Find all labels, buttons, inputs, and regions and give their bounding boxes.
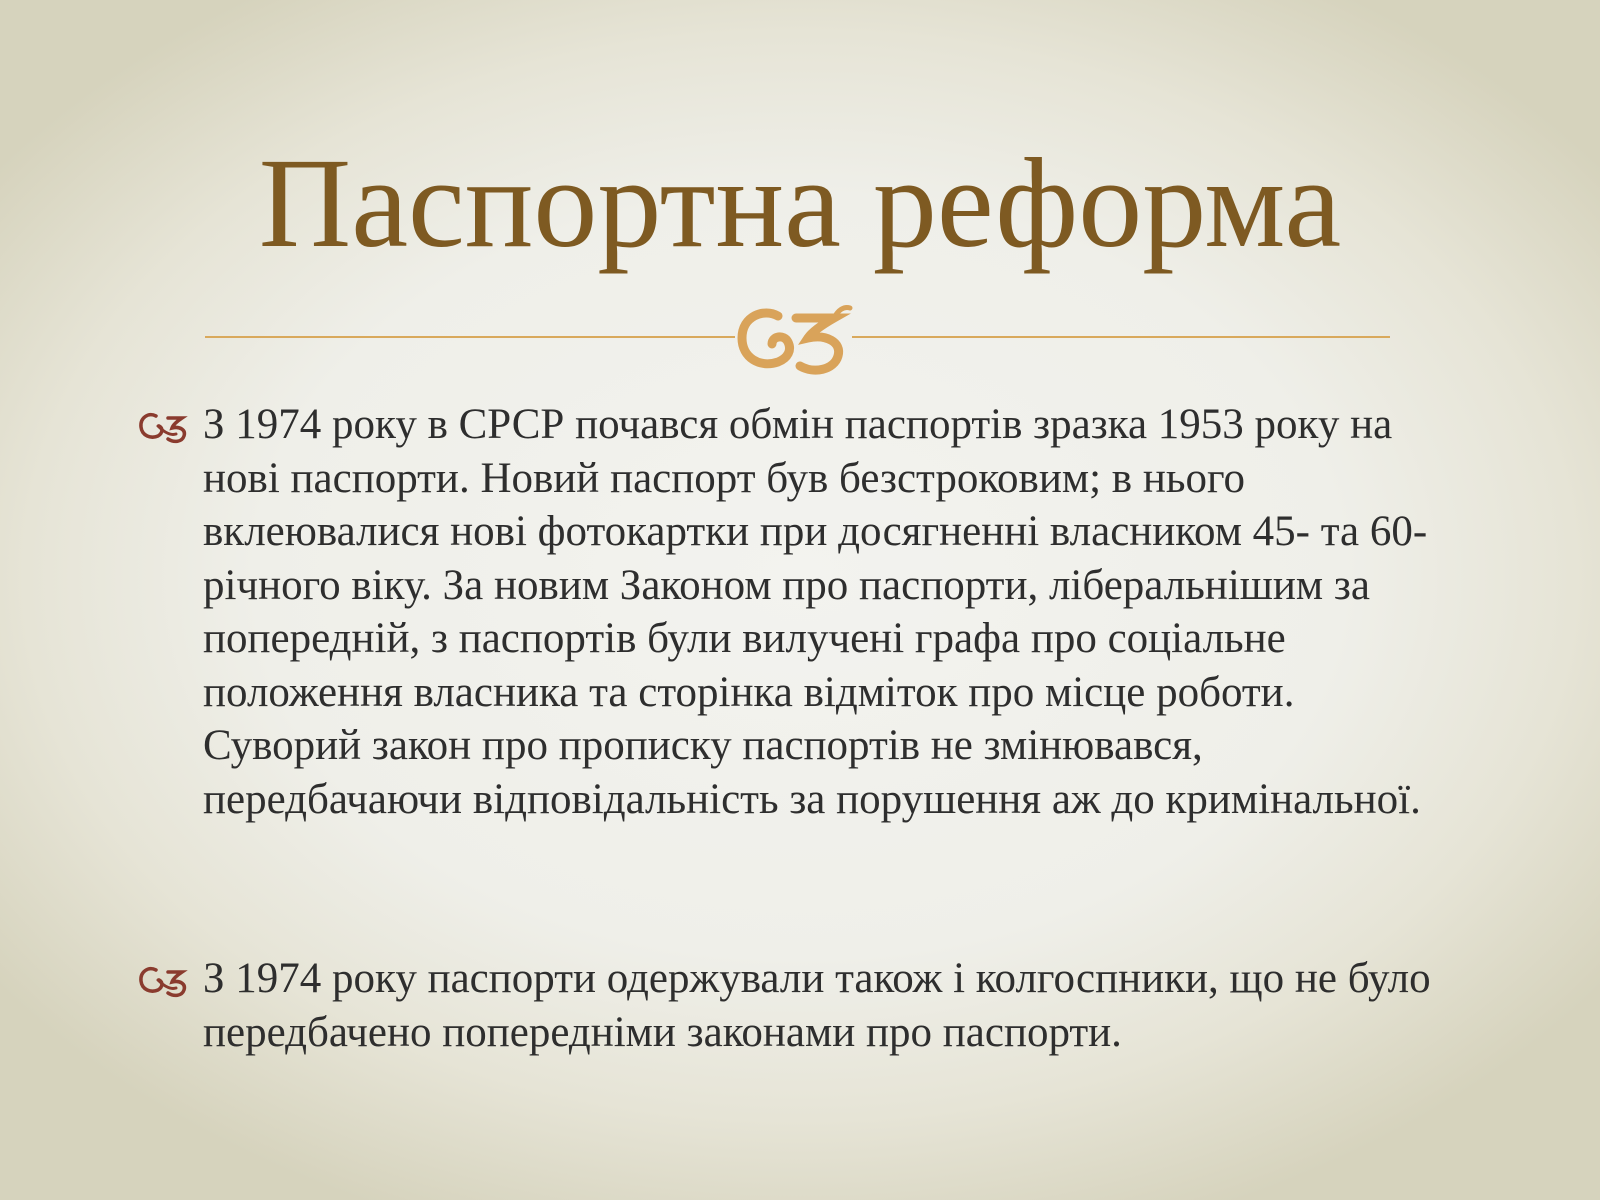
flourish-icon: [734, 298, 856, 376]
bullet-text-1: З 1974 року в СРСР почався обмін паспортів зразка 1953 року на нові паспорти. Новий паспорт був безстроковим; в нього вклеювалися нові фотокартки при досягненні власником 45- та 60-річного віку. За новим Законом про паспорти, ліберальнішим за попередній, з паспортів були вилучені графа про соціальне положення власника та сторінка відміток про місце роботи. Суворий закон про прописку паспортів не змінювався, передбачаючи відповідальність за порушення аж до кримінальної.: [203, 401, 1428, 823]
flourish-bullet-icon: [138, 408, 188, 444]
slide-title: Паспортна реформа: [258, 132, 1342, 274]
flourish-bullet-icon: [138, 962, 188, 998]
divider-right: [852, 336, 1390, 338]
divider-left: [205, 336, 735, 338]
bullet-text-2: З 1974 року паспорти одержували також і колгоспники, що не було передбачено попередніми законами про паспорти.: [203, 955, 1431, 1056]
